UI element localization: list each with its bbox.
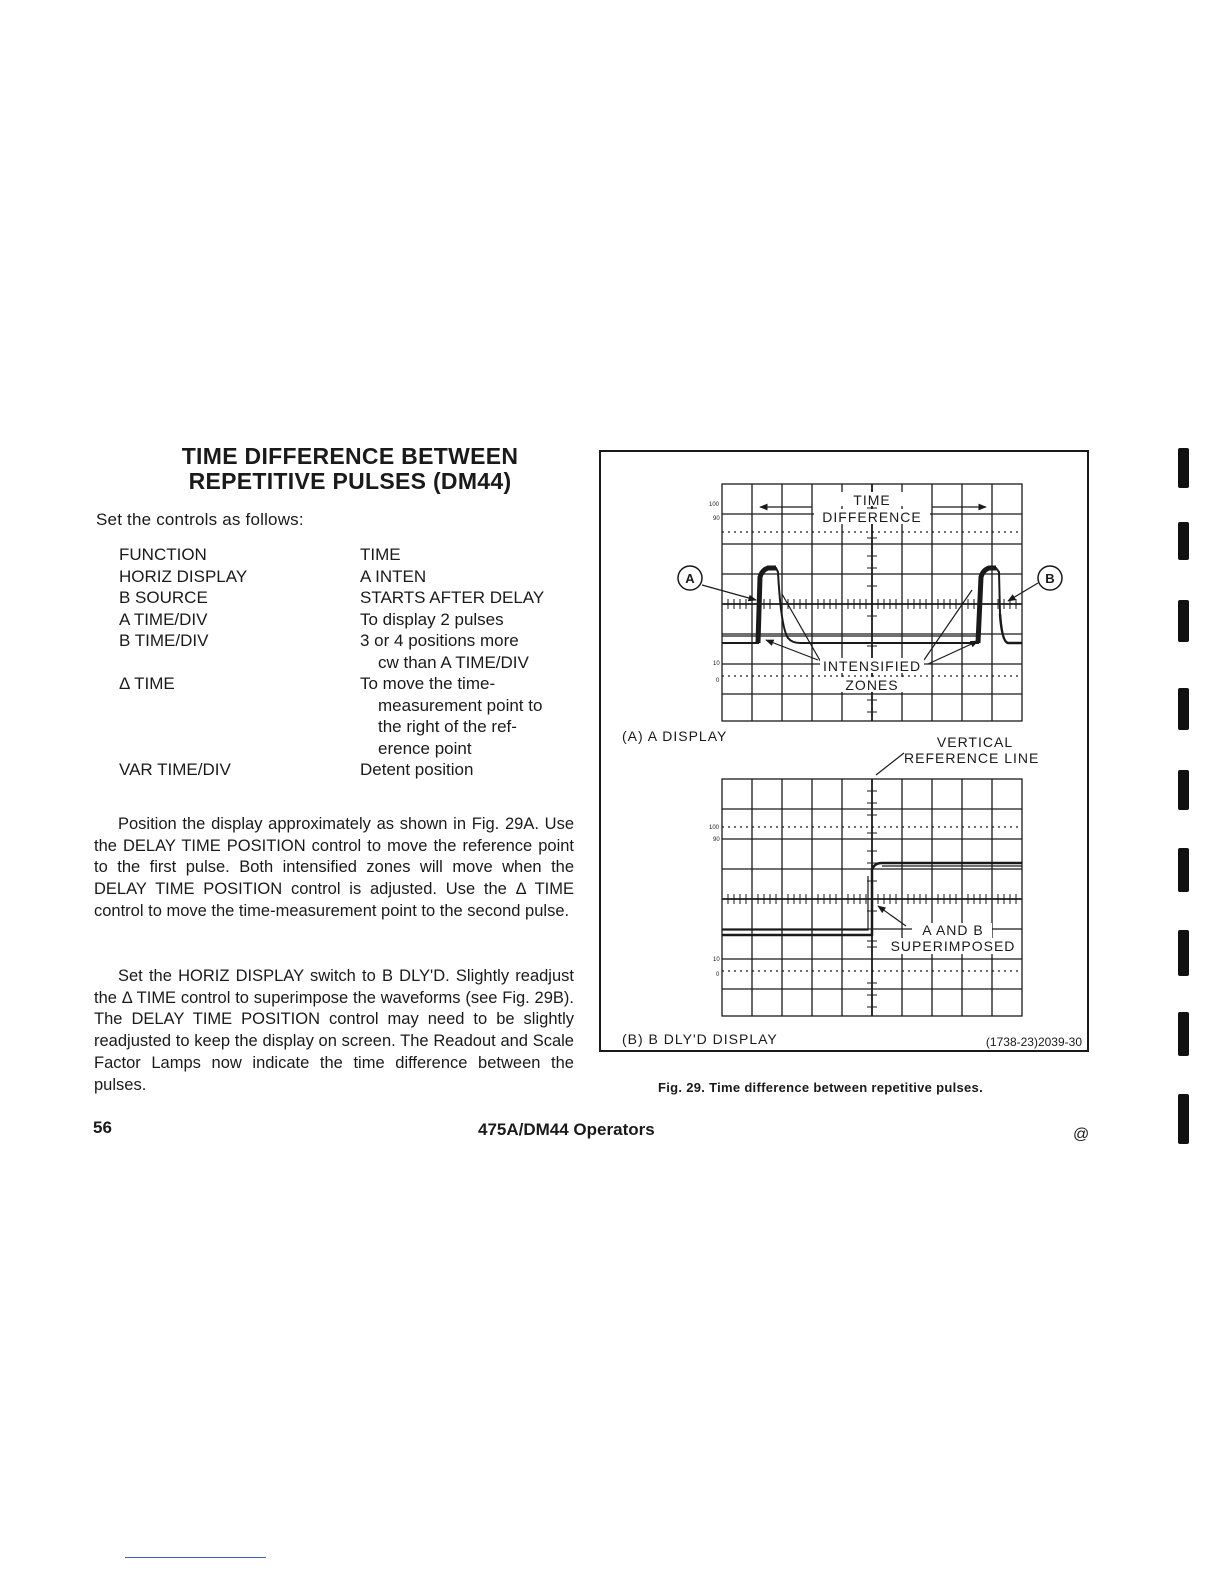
setting-value: 3 or 4 positions more cw than A TIME/DIV (360, 631, 529, 672)
setting-value: Detent position (360, 760, 474, 779)
graticule-100-b: 100 (709, 825, 720, 831)
label-difference: DIFFERENCE (822, 509, 922, 525)
setting-control: VAR TIME/DIV (119, 760, 231, 779)
label-zones: ZONES (845, 677, 899, 693)
margin-tab-bar (1178, 1012, 1189, 1056)
setting-control: FUNCTION (119, 545, 207, 564)
setting-value: STARTS AFTER DELAY (360, 588, 545, 607)
setting-value: To display 2 pulses (360, 609, 504, 629)
setting-control: A TIME/DIV (119, 609, 208, 629)
setting-control: B TIME/DIV (119, 631, 209, 650)
margin-tab-bar (1178, 522, 1189, 560)
label-b-display: (B) B DLY'D DISPLAY (622, 1031, 778, 1047)
footer-mark: @ (1073, 1126, 1090, 1143)
body-paragraph-2: Set the HORIZ DISPLAY switch to B DLY'D. Slightly readjust the Δ TIME control to superimpose the waveforms (see Fig. 29B). The DELAY TIME POSITION control may need to be slightly readjusted to keep the display on screen. The Readout and Scale Factor Lamps now indicate the time difference between the pulses. (94, 967, 574, 1094)
graticule-0-a: 0 (716, 678, 720, 684)
intro-text: Set the controls as follows: (96, 510, 304, 529)
figure-caption: Fig. 29. Time difference between repetitive pulses. (658, 1080, 983, 1095)
label-time: TIME (853, 492, 891, 508)
footer-title: 475A/DM44 Operators (478, 1120, 655, 1139)
setting-control: B SOURCE (119, 588, 208, 607)
reference-line-pointer (876, 753, 904, 775)
margin-tab-bar (1178, 1094, 1189, 1144)
margin-tab-bar (1178, 688, 1189, 730)
bottom-rule (125, 1557, 266, 1558)
body-paragraph-1: Position the display approximately as shown in Fig. 29A. Use the DELAY TIME POSITION control to move the reference point to the first pulse. Both intensified zones will move when the DELAY TIME POSITION control is adjusted. Use the Δ TIME control to move the time-measurement point to the second pulse. (94, 815, 574, 920)
margin-tab-bar (1178, 770, 1189, 810)
page-number: 56 (93, 1118, 112, 1137)
margin-tab-bar (1178, 930, 1189, 976)
setting-control: Δ TIME (119, 674, 175, 693)
label-a-display: (A) A DISPLAY (622, 728, 728, 744)
margin-tab-bar (1178, 448, 1189, 488)
label-a-and-b: A AND B (922, 922, 984, 938)
setting-value: To move the time- measurement point to the right of the ref- erence point (360, 674, 543, 758)
graticule-90-a: 90 (713, 516, 720, 522)
setting-value: TIME (360, 545, 401, 564)
setting-control: HORIZ DISPLAY (119, 566, 248, 586)
heading-line-2: REPETITIVE PULSES (DM44) (188, 468, 512, 494)
heading-line-1: TIME DIFFERENCE BETWEEN (181, 443, 519, 469)
graticule-0-b: 0 (716, 972, 720, 978)
label-reference-line: REFERENCE LINE (904, 750, 1040, 766)
graticule-100-a: 100 (709, 502, 720, 508)
label-superimposed: SUPERIMPOSED (890, 938, 1016, 954)
margin-tab-bar (1178, 600, 1189, 642)
label-intensified: INTENSIFIED (822, 658, 922, 674)
label-vertical: VERTICAL (936, 734, 1014, 750)
marker-b-label: B (1045, 571, 1055, 586)
margin-tab-bar (1178, 848, 1189, 892)
graticule-10-a: 10 (713, 661, 720, 667)
marker-a-label: A (685, 571, 695, 586)
figure-code: (1738-23)2039-30 (985, 1035, 1082, 1049)
graticule-90-b: 90 (713, 837, 720, 843)
setting-value: A INTEN (360, 566, 427, 586)
graticule-10-b: 10 (713, 957, 720, 963)
